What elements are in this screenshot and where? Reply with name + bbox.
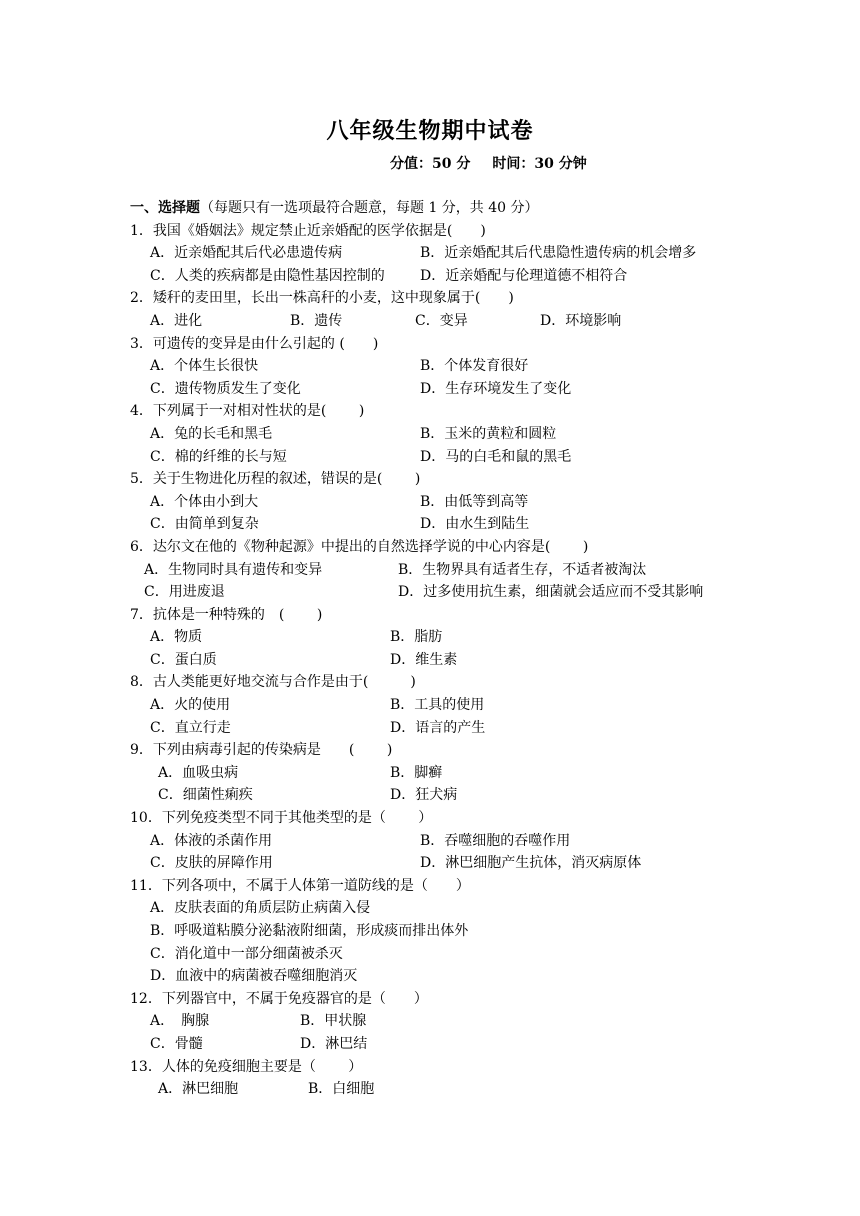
option: B．吞噬细胞的吞噬作用: [420, 832, 571, 849]
option-row: [130, 513, 830, 536]
option-row: [130, 242, 830, 265]
page-title: 八年级生物期中试卷: [326, 118, 534, 144]
question-stem: 7．抗体是一种特殊的 ( ): [130, 606, 323, 623]
question-stem: 13．人体的免疫细胞主要是（ ）: [130, 1058, 363, 1075]
option: C．蛋白质: [150, 651, 217, 668]
question-stem: 8．古人类能更好地交流与合作是由于( ): [130, 674, 416, 691]
option: B．个体发育很好: [420, 358, 529, 375]
question-stem: 4．下列属于一对相对性状的是( ): [130, 403, 365, 420]
option: B．遗传: [290, 312, 343, 329]
option: D．维生素: [390, 651, 458, 668]
option-row: [130, 423, 830, 446]
question-stem: 9．下列由病毒引起的传染病是 ( ): [130, 742, 393, 759]
option-row: [130, 694, 830, 717]
option-row: [130, 784, 830, 807]
option-row: [130, 649, 830, 672]
option: C．棉的纤维的长与短: [150, 448, 287, 465]
option: B．白细胞: [308, 1081, 375, 1098]
question-stem: 3．可遗传的变异是由什么引起的 ( ): [130, 335, 379, 352]
option-row: [130, 920, 830, 943]
option: A．火的使用: [150, 697, 231, 714]
option: D．近亲婚配与伦理道德不相符合: [420, 267, 628, 284]
option: C．细菌性痢疾: [158, 787, 253, 804]
question-stem: 12．下列器官中，不属于免疫器官的是（ ）: [130, 990, 428, 1007]
option-row: [130, 265, 830, 288]
option: A．个体生长很快: [150, 358, 259, 375]
option-row: [130, 626, 830, 649]
option: B．脚癣: [390, 764, 443, 781]
option: D．狂犬病: [390, 787, 458, 804]
option-row: [130, 965, 830, 988]
score-label: 分值：50 分: [390, 156, 471, 172]
section-heading: [130, 197, 830, 220]
option: C．皮肤的屏障作用: [150, 855, 273, 872]
option: C．用进废退: [144, 584, 225, 601]
option: C．直立行走: [150, 719, 231, 736]
option: C．人类的疾病都是由隐性基因控制的: [150, 267, 385, 284]
option: B．玉米的黄粒和圆粒: [420, 425, 557, 442]
option: B．工具的使用: [390, 697, 485, 714]
option: D．由水生到陆生: [420, 516, 530, 533]
option: C．遗传物质发生了变化: [150, 380, 301, 397]
option: D．生存环境发生了变化: [420, 380, 572, 397]
option: A．近亲婚配其后代必患遗传病: [150, 245, 343, 262]
option: D．马的白毛和鼠的黑毛: [420, 448, 572, 465]
option: A．皮肤表面的角质层防止病菌入侵: [150, 900, 371, 917]
option: C．消化道中一部分细菌被杀灭: [150, 945, 343, 962]
option: A．进化: [150, 312, 203, 329]
question-stem: 10．下列免疫类型不同于其他类型的是（ ）: [130, 810, 433, 827]
option: A．生物同时具有遗传和变异: [144, 561, 323, 578]
option-row: [130, 830, 830, 853]
option: B．呼吸道粘膜分泌黏液附细菌，形成痰而排出体外: [150, 923, 469, 939]
option: C．骨髓: [150, 1035, 203, 1052]
option: B．由低等到高等: [420, 493, 529, 510]
question-stem: 2．矮秆的麦田里，长出一株高秆的小麦，这中现象属于( ): [130, 290, 514, 307]
option: A．血吸虫病: [158, 764, 239, 781]
option-row: [130, 943, 830, 966]
question-stem: 6．达尔文在他的《物种起源》中提出的自然选择学说的中心内容是( ): [130, 538, 589, 555]
option: D．语言的产生: [390, 719, 486, 736]
section-label: 一、选择题: [130, 200, 200, 216]
option: A．个体由小到大: [150, 493, 259, 510]
option-row: [130, 762, 830, 785]
option: D．环境影响: [540, 312, 622, 329]
option: A．兔的长毛和黑毛: [150, 425, 273, 442]
option: A．物质: [150, 629, 203, 646]
option-row: [130, 559, 830, 582]
option: A．淋巴细胞: [158, 1081, 239, 1098]
option-row: [130, 852, 830, 875]
option-row: [130, 897, 830, 920]
question-stem: 5．关于生物进化历程的叙述，错误的是( ): [130, 471, 421, 488]
option-row: [130, 1010, 830, 1033]
option: A．体液的杀菌作用: [150, 832, 273, 849]
option-row: [130, 355, 830, 378]
option: D．淋巴细胞产生抗体，消灭病原体: [420, 855, 642, 872]
option: B．脂肪: [390, 629, 443, 646]
question-stem: 1．我国《婚姻法》规定禁止近亲婚配的医学依据是( ): [130, 222, 486, 239]
option: A． 胸腺: [150, 1013, 210, 1030]
option-row: [130, 717, 830, 740]
option-row: [130, 310, 830, 333]
option-row: [130, 491, 830, 514]
option-row: [130, 446, 830, 469]
option-row: [130, 581, 830, 604]
option: C．变异: [415, 312, 468, 329]
section-note: （每题只有一选项最符合题意，每题 1 分，共 40 分）: [200, 200, 539, 216]
option-row: [130, 1033, 830, 1056]
option: B．甲状腺: [300, 1013, 367, 1030]
option: D．血液中的病菌被吞噬细胞消灭: [150, 968, 358, 985]
time-label: 时间：30 分钟: [492, 156, 587, 172]
exam-body: [130, 197, 830, 1101]
option: D．过多使用抗生素，细菌就会适应而不受其影响: [398, 584, 704, 601]
option: C．由简单到复杂: [150, 516, 259, 533]
option-row: [130, 378, 830, 401]
question-stem: 11．下列各项中，不属于人体第一道防线的是（ ）: [130, 877, 470, 894]
option: D．淋巴结: [300, 1035, 368, 1052]
option: B．近亲婚配其后代患隐性遗传病的机会增多: [420, 245, 697, 262]
option-row: [130, 1078, 830, 1101]
exam-meta: [390, 153, 587, 173]
option: B．生物界具有适者生存，不适者被淘汰: [398, 561, 647, 578]
